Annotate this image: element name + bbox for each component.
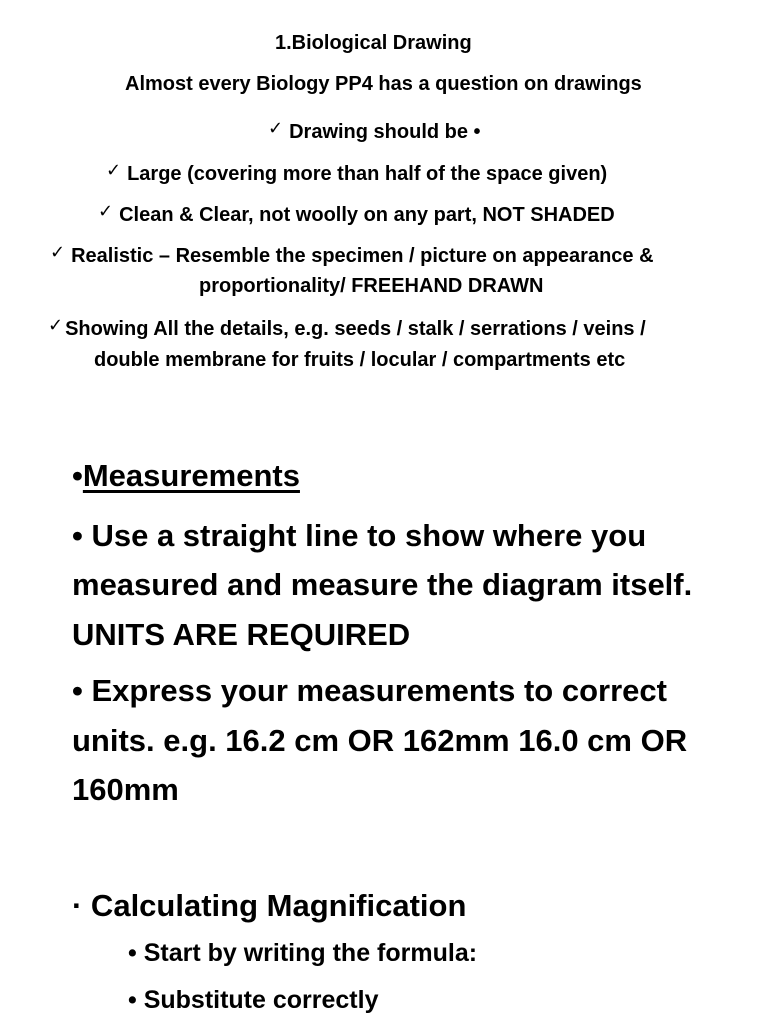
bullet-icon: • bbox=[72, 458, 83, 493]
intro-text: Almost every Biology PP4 has a question on drawings bbox=[125, 73, 642, 95]
check-mark-icon: ✓ bbox=[48, 315, 64, 335]
checklist-item-details-continued: double membrane for fruits / locular / compartments etc bbox=[94, 349, 626, 371]
checklist-item-realistic: ✓ Realistic – Resemble the specimen / picture on appearance & bbox=[50, 242, 654, 267]
measurement-point-1-line-1: • Use a straight line to show where you bbox=[72, 518, 647, 553]
check-mark-icon: ✓ bbox=[268, 118, 284, 138]
measurement-point-1-line-2: measured and measure the diagram itself. bbox=[72, 567, 693, 602]
checklist-item-details: ✓ Showing All the details, e.g. seeds / stalk / serrations / veins / bbox=[48, 315, 646, 340]
checklist-item-large: ✓ Large (covering more than half of the space given) bbox=[106, 160, 608, 185]
measurement-point-2-line-2: units. e.g. 16.2 cm OR 162mm 16.0 cm OR bbox=[72, 723, 688, 758]
check-mark-icon: ✓ bbox=[50, 242, 66, 262]
section-heading-magnification: · Calculating Magnification bbox=[72, 888, 467, 923]
checklist-item-realistic-continued: proportionality/ FREEHAND DRAWN bbox=[199, 275, 544, 297]
checklist-item-drawing-should-be: ✓ Drawing should be • bbox=[268, 118, 481, 143]
section-heading-measurements: •Measurements bbox=[72, 458, 300, 493]
magnification-step-1: • Start by writing the formula: bbox=[128, 939, 478, 967]
section-heading-biological-drawing: 1.Biological Drawing bbox=[275, 32, 472, 54]
check-mark-icon: ✓ bbox=[98, 201, 114, 221]
measurement-point-2-line-3: 160mm bbox=[72, 772, 179, 807]
measurement-point-2-line-1: • Express your measurements to correct bbox=[72, 673, 667, 708]
checklist-item-clean-clear: ✓ Clean & Clear, not woolly on any part, NOT SHADED bbox=[98, 201, 615, 226]
check-mark-icon: ✓ bbox=[106, 160, 122, 180]
measurement-point-1-line-3: UNITS ARE REQUIRED bbox=[72, 617, 411, 652]
magnification-step-2: • Substitute correctly bbox=[128, 986, 379, 1014]
